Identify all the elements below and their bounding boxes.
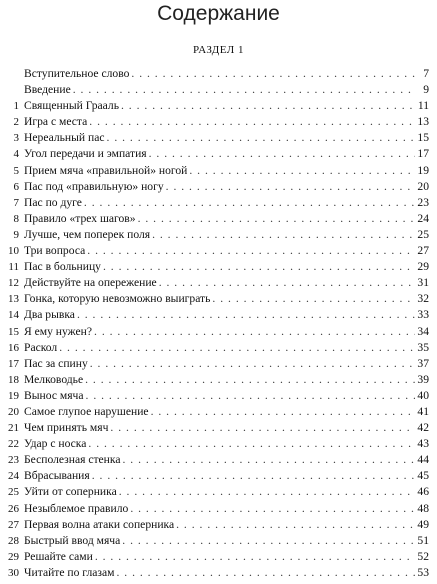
chapter-number: 20 [8, 405, 19, 418]
chapter-title: Пас по дуге [24, 195, 82, 209]
chapter-number: 22 [8, 438, 19, 451]
dot-leader [59, 340, 415, 356]
chapter-title: Первая волна атаки соперника [24, 517, 175, 531]
toc-entry [0, 484, 437, 500]
chapter-title: Нереальный пас [24, 131, 105, 145]
chapter-title: Самое глупое нарушение [24, 404, 149, 418]
toc-entry-line [24, 468, 429, 484]
chapter-number: 23 [8, 454, 19, 467]
chapter-number: 15 [8, 325, 19, 338]
dot-leader [138, 211, 415, 227]
chapter-title: Угол передачи и эмпатия [24, 147, 147, 161]
toc-entry [0, 195, 437, 211]
chapter-number: 3 [13, 132, 19, 145]
page-number: 19 [417, 163, 429, 177]
toc-entry [0, 324, 437, 340]
page-number: 15 [417, 131, 429, 145]
toc-entry-line [24, 179, 429, 195]
chapter-number: 27 [8, 518, 19, 531]
toc-entry-line [24, 388, 429, 404]
toc-entry [0, 420, 437, 436]
dot-leader [89, 114, 415, 130]
page-number: 23 [417, 195, 429, 209]
toc-entry-line [24, 565, 429, 581]
chapter-number: 12 [8, 277, 19, 290]
page-number: 40 [417, 388, 429, 402]
chapter-title: Вступительное слово [24, 67, 130, 80]
toc-entry-line [24, 259, 429, 275]
dot-leader [92, 468, 415, 484]
toc-entry [0, 533, 437, 549]
toc-entry [0, 146, 437, 162]
chapter-title: Действуйте на опережение [24, 276, 157, 290]
dot-leader [130, 501, 415, 517]
chapter-title: Два рывка [24, 308, 75, 322]
chapter-title: Удар с носка [24, 437, 87, 451]
toc-entry-line [24, 356, 429, 372]
toc-entry-line [24, 307, 429, 323]
chapter-title: Три вопроса [24, 244, 86, 258]
chapter-number: 18 [8, 373, 19, 386]
chapter-number: 4 [13, 148, 19, 161]
chapter-number: 8 [13, 212, 19, 225]
page-number: 11 [417, 99, 429, 113]
chapter-number: 6 [13, 180, 19, 193]
dot-leader [189, 163, 415, 179]
page-number: 13 [417, 115, 429, 129]
toc-entry-line [24, 420, 429, 436]
chapter-number: 11 [8, 261, 19, 274]
toc-entry-line [24, 163, 429, 179]
toc-entry-line [24, 324, 429, 340]
page-number: 49 [417, 517, 429, 531]
toc-entry [0, 565, 437, 581]
toc-entry [0, 468, 437, 484]
toc-entry [0, 163, 437, 179]
dot-leader [77, 307, 415, 323]
toc-entry [0, 98, 437, 114]
page-number: 45 [417, 469, 429, 483]
chapter-number: 13 [8, 293, 19, 306]
chapter-number: 1 [13, 100, 19, 113]
chapter-number: 5 [13, 164, 19, 177]
toc-entry-line [24, 66, 429, 82]
toc-entry-line [24, 211, 429, 227]
chapter-number: 10 [8, 245, 19, 258]
chapter-title: Прием мяча «правильной» ногой [24, 163, 188, 177]
chapter-title: Вынос мяча [24, 388, 84, 402]
toc-entry-line [24, 146, 429, 162]
chapter-number: 16 [8, 341, 19, 354]
chapter-number: 26 [8, 502, 19, 515]
dot-leader [110, 420, 415, 436]
page-number: 7 [423, 67, 429, 80]
page-number: 53 [417, 565, 429, 579]
page-number: 20 [417, 179, 429, 193]
toc-entry [0, 404, 437, 420]
chapter-title: Чем принять мяч [24, 421, 109, 435]
chapter-title: Пас за спину [24, 356, 88, 370]
toc-entry [0, 436, 437, 452]
chapter-title: Лучше, чем поперек поля [24, 227, 151, 241]
page-number: 46 [417, 485, 429, 499]
toc-entry-line [24, 130, 429, 146]
page-number: 43 [417, 437, 429, 451]
dot-leader [87, 243, 415, 259]
page-number: 42 [417, 421, 429, 435]
dot-leader [119, 484, 415, 500]
dot-leader [84, 195, 415, 211]
toc-entry [0, 340, 437, 356]
toc-entry [0, 388, 437, 404]
toc-entry [0, 211, 437, 227]
toc-entry-line [24, 484, 429, 500]
chapter-title: Пас в больницу [24, 260, 101, 274]
dot-leader [116, 565, 415, 581]
chapter-title: Введение [24, 83, 71, 97]
toc-entry-line [24, 533, 429, 549]
chapter-title: Мелководье [24, 372, 84, 386]
toc-entry-line [24, 82, 429, 98]
chapter-title: Гонка, которую невозможно выиграть [24, 292, 211, 306]
dot-leader [86, 388, 415, 404]
chapter-number: 19 [8, 389, 19, 402]
page-title: Содержание [157, 2, 280, 25]
dot-leader [149, 146, 415, 162]
chapter-number: 25 [8, 486, 19, 499]
page-number: 24 [417, 211, 429, 225]
toc-entry [0, 179, 437, 195]
toc-entry-line [24, 452, 429, 468]
toc-entry-line [24, 340, 429, 356]
toc-entry [0, 227, 437, 243]
toc-entry [0, 130, 437, 146]
chapter-number: 21 [8, 422, 19, 435]
chapter-number: 30 [8, 566, 19, 579]
chapter-title: Священный Грааль [24, 99, 119, 113]
page-number: 41 [417, 404, 429, 418]
page-number: 34 [417, 324, 429, 338]
dot-leader [90, 356, 415, 372]
dot-leader [212, 291, 415, 307]
page-number: 17 [417, 147, 429, 161]
section-heading: РАЗДЕЛ 1 [192, 44, 244, 56]
chapter-title: Незыблемое правило [24, 501, 129, 515]
toc-entry-line [24, 436, 429, 452]
dot-leader [152, 227, 415, 243]
dot-leader [94, 324, 415, 340]
toc-entry-line [24, 404, 429, 420]
toc-entry-line [24, 501, 429, 517]
dot-leader [107, 130, 415, 146]
toc-entry [0, 66, 437, 82]
chapter-title: Бесполезная стенка [24, 453, 121, 467]
dot-leader [131, 66, 415, 82]
dot-leader [95, 549, 415, 565]
chapter-title: Правило «трех шагов» [24, 211, 136, 225]
page-number: 32 [417, 292, 429, 306]
chapter-title: Уйти от соперника [24, 485, 117, 499]
dot-leader [121, 98, 415, 114]
chapter-number: 7 [13, 196, 19, 209]
dot-leader [103, 259, 415, 275]
chapter-number: 29 [8, 550, 19, 563]
chapter-number: 24 [8, 470, 19, 483]
chapter-number: 28 [8, 534, 19, 547]
page-number: 27 [417, 244, 429, 258]
toc-entry [0, 259, 437, 275]
page-number: 44 [417, 453, 429, 467]
page-number: 25 [417, 227, 429, 241]
chapter-title: Пас под «правильную» ногу [24, 179, 164, 193]
page-number: 29 [417, 260, 429, 274]
page-number: 51 [417, 533, 429, 547]
dot-leader [122, 533, 415, 549]
chapter-title: Решайте сами [24, 549, 93, 563]
toc-entry-line [24, 549, 429, 565]
dot-leader [123, 452, 416, 468]
toc-entry [0, 452, 437, 468]
toc-entry [0, 549, 437, 565]
chapter-title: Раскол [24, 340, 58, 354]
toc-entry-line [24, 98, 429, 114]
page-number: 31 [417, 276, 429, 290]
dot-leader [176, 517, 415, 533]
page-number: 33 [417, 308, 429, 322]
toc-entry [0, 307, 437, 323]
page-number: 52 [417, 549, 429, 563]
chapter-number: 2 [13, 116, 19, 129]
toc-entry-line [24, 372, 429, 388]
dot-leader [73, 82, 415, 98]
toc-entry [0, 501, 437, 517]
toc-list [0, 66, 437, 581]
toc-entry-line [24, 291, 429, 307]
dot-leader [166, 179, 415, 195]
toc-entry [0, 114, 437, 130]
toc-entry-line [24, 517, 429, 533]
chapter-number: 17 [8, 357, 19, 370]
page-number: 9 [423, 83, 429, 97]
page-number: 35 [417, 340, 429, 354]
page-number: 48 [417, 501, 429, 515]
toc-entry [0, 275, 437, 291]
dot-leader [159, 275, 415, 291]
toc-entry [0, 291, 437, 307]
dot-leader [151, 404, 415, 420]
chapter-number: 9 [13, 228, 19, 241]
dot-leader [88, 436, 415, 452]
toc-entry-line [24, 195, 429, 211]
toc-entry-line [24, 275, 429, 291]
chapter-number: 14 [8, 309, 19, 322]
chapter-title: Игра с места [24, 115, 88, 129]
toc-entry-line [24, 227, 429, 243]
toc-entry [0, 243, 437, 259]
chapter-title: Вбрасывания [24, 469, 90, 483]
toc-entry [0, 517, 437, 533]
chapter-title: Читайте по глазам [24, 565, 115, 579]
page-number: 39 [417, 372, 429, 386]
dot-leader [85, 372, 415, 388]
toc-entry-line [24, 114, 429, 130]
toc-entry-line [24, 243, 429, 259]
chapter-title: Быстрый ввод мяча [24, 533, 121, 547]
toc-entry [0, 372, 437, 388]
chapter-title: Я ему нужен? [24, 324, 93, 338]
page-number: 37 [417, 356, 429, 370]
toc-entry [0, 82, 437, 98]
toc-entry [0, 356, 437, 372]
